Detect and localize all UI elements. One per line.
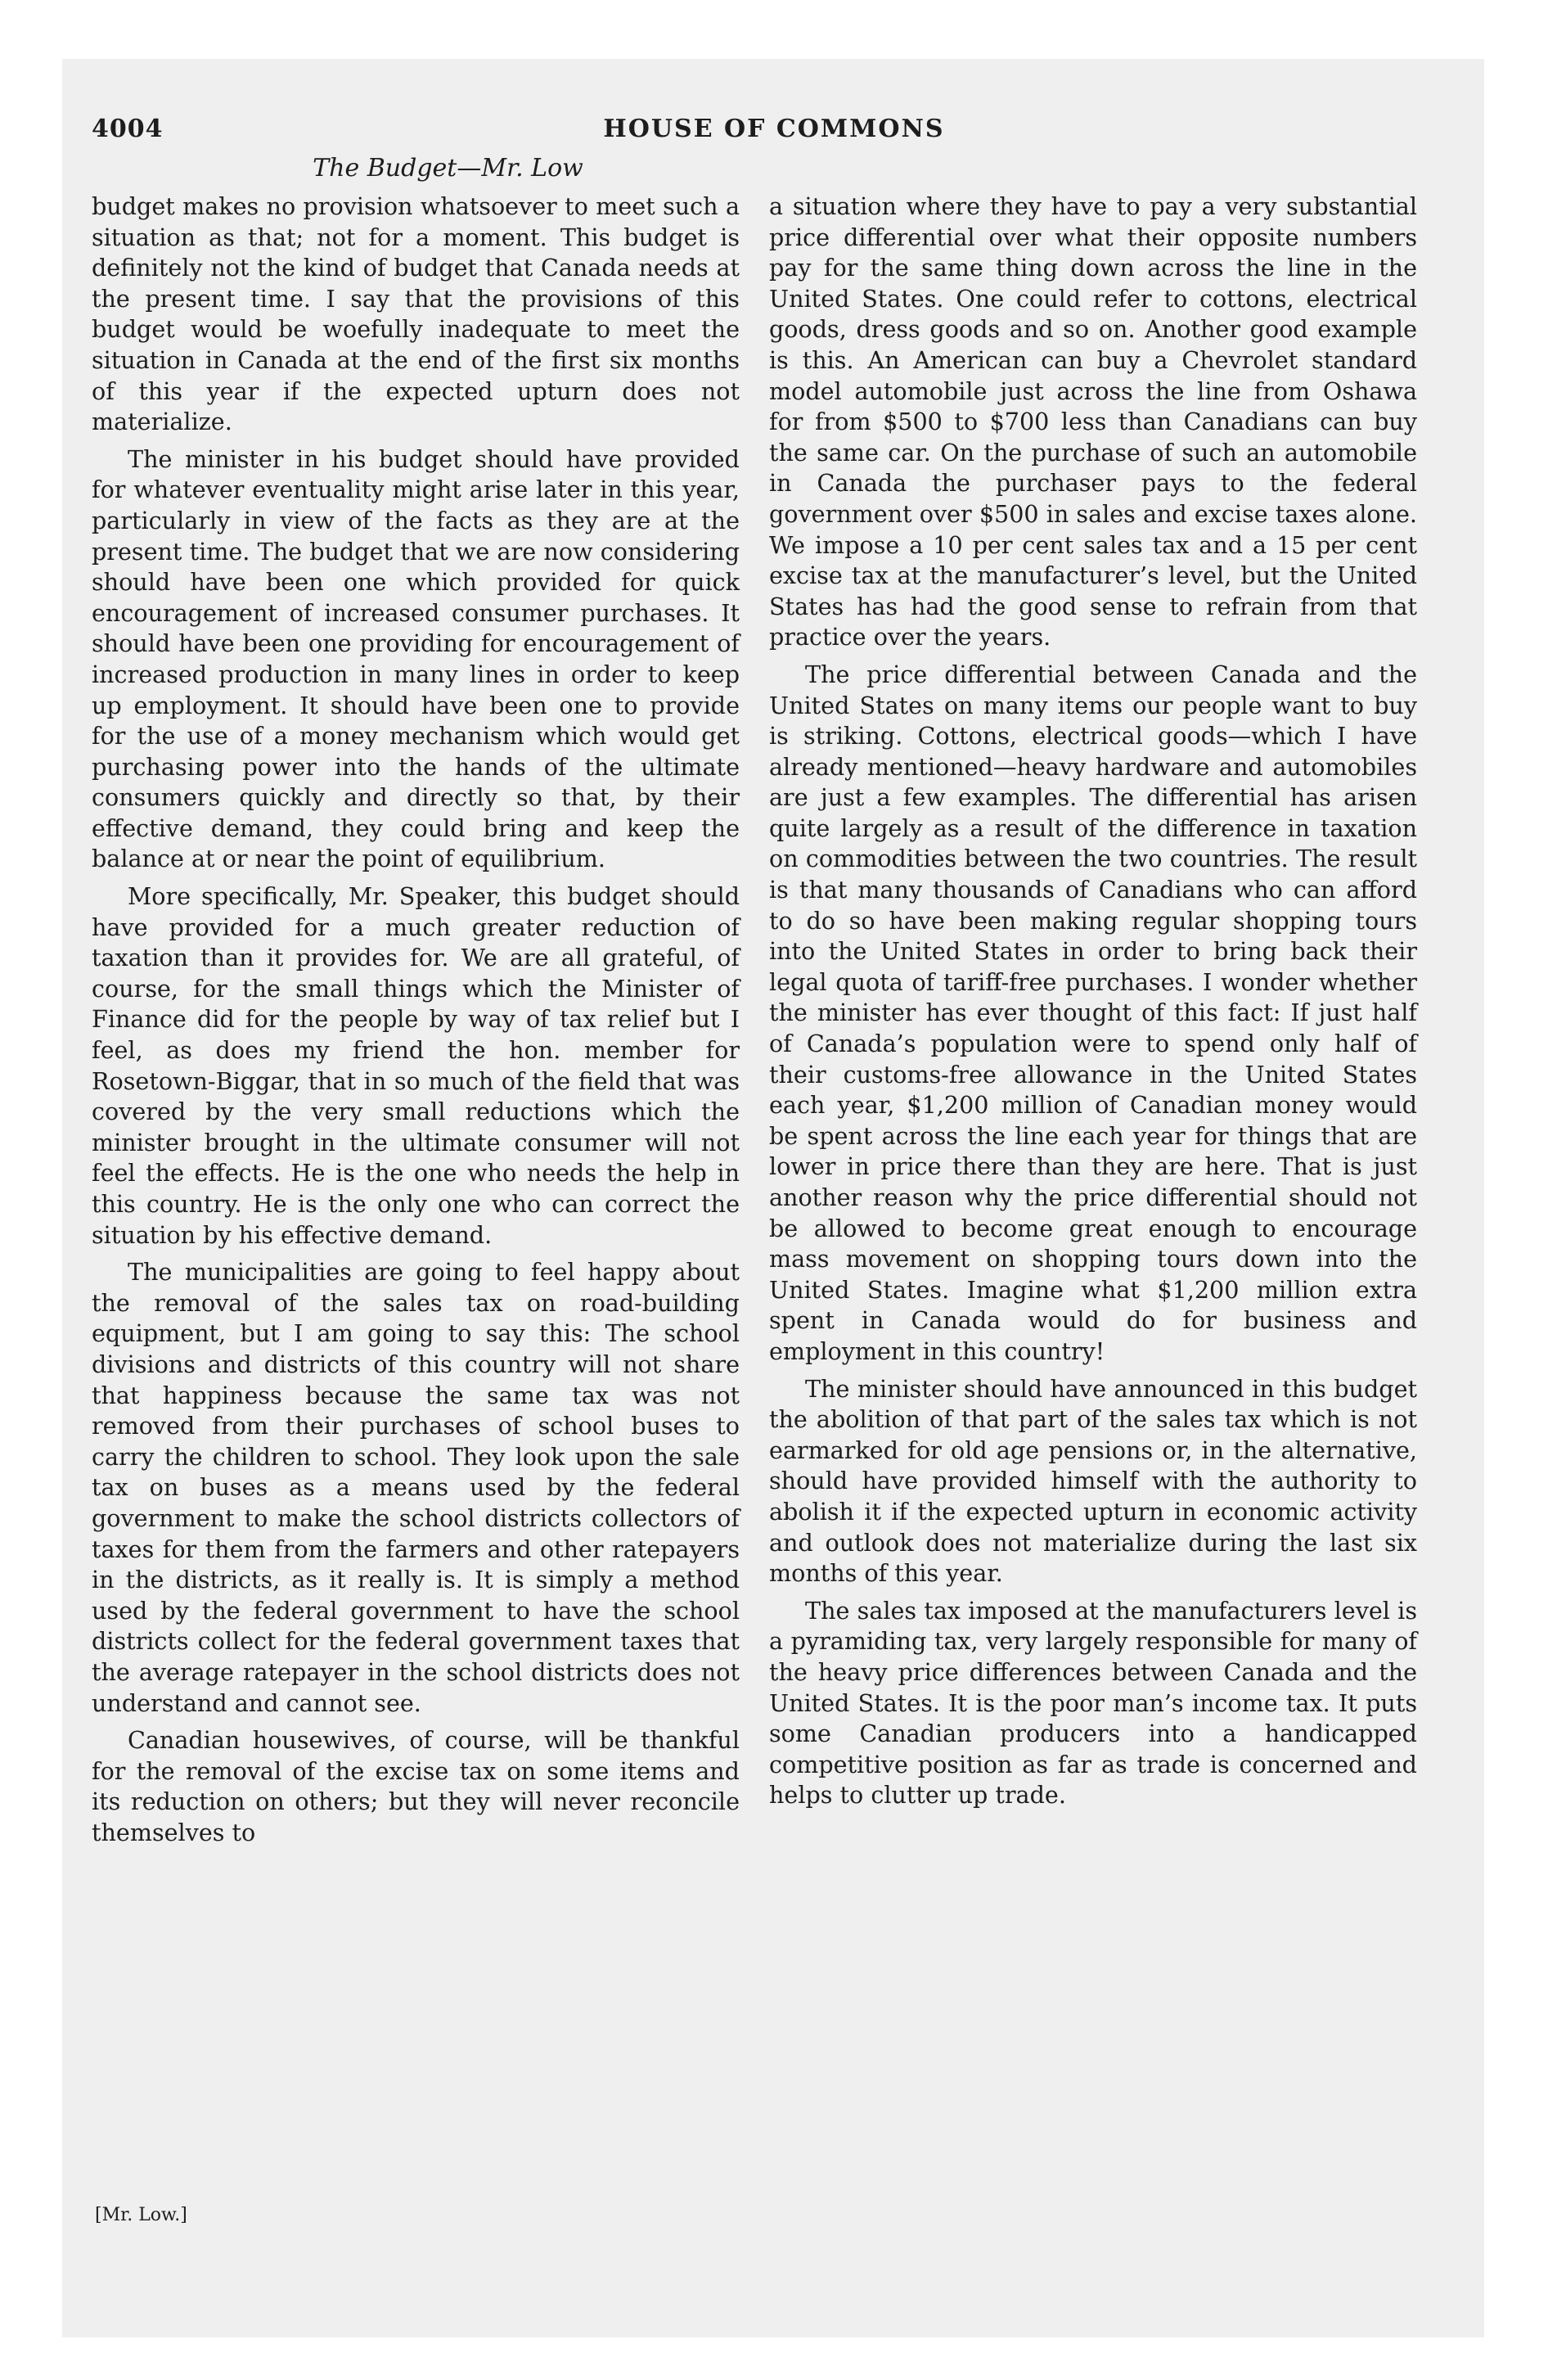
paragraph: The minister should have announced in this budget the abolition of that part of the sales tax which is not earmarked for old age pensions or, in the alternative, should have provided himself with the authority to abolish it if the expected upturn in economic activity and outlook does not materialize during the last six months of this year. (769, 1374, 1417, 1588)
paragraph: The minister in his budget should have provided for whatever eventuality might arise later in this year, particularly in view of the facts as they are at the present time. The budget that we are now considering should have been one which provided for quick encouragement of increased consumer purchases. It should have been one providing for encouragement of increased production in many lines in order to keep up employment. It should have been one to provide for the use of a money mechanism which would get purchasing power into the hands of the ultimate consumers quickly and directly so that, by their effective demand, they could bring and keep the balance at or near the point of equilibrium. (92, 444, 740, 873)
paragraph: The sales tax imposed at the manufacturers level is a pyramiding tax, very largely responsible for many of the heavy price differences between Canada and the United States. It is the poor man’s income tax. It puts some Canadian producers into a handicapped competitive position as far as trade is concerned and helps to clutter up trade. (769, 1596, 1417, 1810)
paragraph: a situation where they have to pay a very substantial price differential over what their opposite numbers pay for the same thing down across the line in the United States. One could refer to cottons, electrical goods, dress goods and so on. Another good example is this. An American can buy a Chevrolet standard model automobile just across the line from Oshawa for from $500 to $700 less than Canadians can buy the same car. On the purchase of such an automobile in Canada the purchaser pays to the federal government over $500 in sales and excise taxes alone. We impose a 10 per cent sales tax and a 15 per cent excise tax at the manufacturer’s level, but the United States has had the good sense to refrain from that practice over the years. (769, 192, 1417, 651)
paragraph: budget makes no provision whatsoever to meet such a situation as that; not for a moment. This budget is definitely not the kind of budget that Canada needs at the present time. I say that the provisions of this budget would be woefully inadequate to meet the situation in Canada at the end of the first six months of this year if the expected upturn does not materialize. (92, 192, 740, 436)
section-subhead: The Budget—Mr. Low (313, 154, 583, 183)
paragraph: The price differential between Canada and the United States on many items our people want to buy is striking. Cottons, electrical goods—which I have already mentioned—heavy hardware and automobiles are just a few examples. The differential has arisen quite largely as a result of the difference in taxation on commodities between the two countries. The result is that many thousands of Canadians who can afford to do so have been making regular shopping tours into the United States in order to bring back their legal quota of tariff-free purchases. I wonder whether the minister has ever thought of this fact: If just half of Canada’s population were to spend only half of their customs-free allowance in the United States each year, $1,200 million of Canadian money would be spent across the line each year for things that are lower in price there than they are here. That is just another reason why the price differential should not be allowed to become great enough to encourage mass movement on shopping tours down into the United States. Imagine what $1,200 million extra spent in Canada would do for business and employment in this country! (769, 660, 1417, 1365)
paragraph: The municipalities are going to feel happy about the removal of the sales tax on road-building equipment, but I am going to say this: The school divisions and districts of this country will not share that happiness because the same tax was not removed from their purchases of school buses to carry the children to school. They look upon the sale tax on buses as a means used by the federal government to make the school districts collectors of taxes for them from the farmers and other ratepayers in the districts, as it really is. It is simply a method used by the federal government to have the school districts collect for the federal government taxes that the average ratepayer in the school districts does not understand and cannot see. (92, 1258, 740, 1717)
right-column (769, 192, 1417, 1818)
page-number: 4004 (92, 115, 164, 143)
speaker-footnote: [Mr. Low.] (95, 2205, 187, 2225)
left-column (92, 192, 740, 1855)
running-head: HOUSE OF COMMONS (603, 115, 945, 143)
paragraph: More specifically, Mr. Speaker, this budget should have provided for a much greater reduction of taxation than it provides for. We are all grateful, of course, for the small things which the Minister of Finance did for the people by way of tax relief but I feel, as does my friend the hon. member for Rosetown-Biggar, that in so much of the field that was covered by the very small reductions which the minister brought in the ultimate consumer will not feel the effects. He is the one who needs the help in this country. He is the only one who can correct the situation by his effective demand. (92, 882, 740, 1249)
paragraph: Canadian housewives, of course, will be thankful for the removal of the excise tax on some items and its reduction on others; but they will never reconcile themselves to (92, 1726, 740, 1846)
